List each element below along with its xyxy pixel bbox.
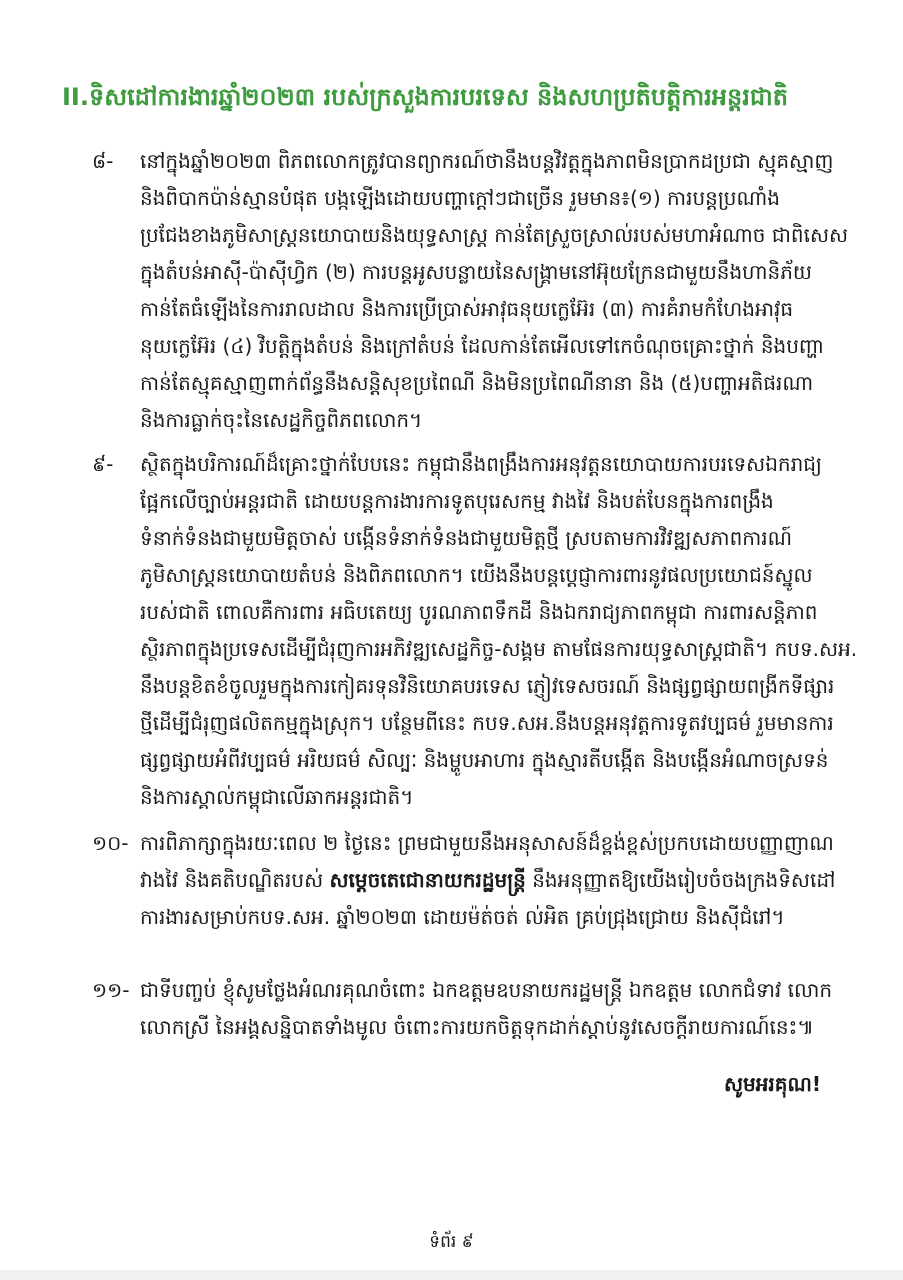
text-line: ថ្មីដើម្បីជំរុញផលិតកម្មក្នុងស្រុក។ បន្ថែមពីនេះ កបទ.សអ.នឹងបន្តអនុវត្តការទូតវប្បធម៌ រួមមានការ [140, 711, 834, 735]
paragraph-number: ៨- [92, 149, 114, 173]
paragraph-11 [92, 972, 832, 1046]
text-line: របស់ជាតិ ពោលគឺការពារ អធិបតេយ្យ បូរណភាពទឹកដី និងឯករាជ្យភាពកម្ពុជា ការពារសន្តិភាព [140, 600, 818, 624]
text-line: ជាទីបញ្ចប់ ខ្ញុំសូមថ្លែងអំណរគុណចំពោះ ឯកឧត្តមឧបនាយករដ្ឋមន្ត្រី ឯកឧត្តម លោកជំទាវ លោក [140, 978, 833, 1002]
section-heading: II.ទិសដៅការងារឆ្នាំ២០២៣ របស់ក្រសួងការបរទេស និងសហប្រតិបត្តិការអន្តរជាតិ [62, 83, 788, 111]
closing-thanks: សូមអរគុណ! [723, 1072, 821, 1096]
text-line: ផ្សព្វផ្សាយអំពីវប្បធម៌ អរិយធម៌ សិល្បៈ និងម្ហូបអាហារ ក្នុងស្មារតីបង្កើត និងបង្កើនអំណាចស្រទន់ [140, 748, 829, 772]
text-line: និងការធ្លាក់ចុះនៃសេដ្ឋកិច្ចពិភពលោក។ [140, 408, 423, 432]
text-line: ស្ថិរភាពក្នុងប្រទេសដើម្បីជំរុញការអភិវឌ្ឍសេដ្ឋកិច្ច-សង្គម តាមផែនការយុទ្ធសាស្ត្រជាតិ។ កបទ.សអ. [140, 637, 858, 661]
paragraph-10 [92, 825, 836, 936]
text-line: នៅក្នុងឆ្នាំ២០២៣ ពិភពលោកត្រូវបានព្យាករណ៍ថានឹងបន្តវិវត្តក្នុងភាពមិនប្រាកដប្រជា ស្មុគស្មាញ [140, 149, 834, 173]
text-run: នឹងអនុញ្ញាតឱ្យយើងរៀបចំចងក្រងទិសដៅ [525, 868, 836, 892]
paragraph-number: ១១- [92, 978, 130, 1002]
page-number: ទំព័រ ៩ [429, 1232, 474, 1252]
paragraph-body [140, 825, 835, 936]
text-line: កាន់តែធំឡើងនៃការរាលដាល និងការប្រើប្រាស់អាវុធនុយក្លេអ៊ែរ (៣) ការគំរាមកំហែងអាវុធ [140, 297, 794, 321]
paragraph-9 [92, 446, 858, 816]
text-line: និងពិបាកប៉ាន់ស្មានបំផុត បង្កឡើងដោយបញ្ហាក្តៅៗជាច្រើន រួមមាន៖(១) ការបន្តប្រណាំង [140, 186, 780, 210]
text-line: នុយក្លេអ៊ែរ (៤) វិបត្តិក្នុងតំបន់ និងក្រៅតំបន់ ដែលកាន់តែអើលទៅកេចំណុចគ្រោះថ្នាក់ និងបញ្ហា [140, 334, 824, 358]
text-line: ផ្អែកលើច្បាប់អន្តរជាតិ ដោយបន្តការងារការទូតបុរេសកម្ម វាងវៃ និងបត់បែនក្នុងការពង្រឹង [140, 489, 774, 513]
text-line: នឹងបន្តខិតខំចូលរួមក្នុងការកៀគរទុនវិនិយោគបរទេស ភ្ញៀវទេសចរណ៍ និងផ្សព្វផ្សាយពង្រីកទីផ្សារ [140, 674, 835, 698]
paragraph-8 [92, 143, 849, 439]
text-run: វាងវៃ និងគតិបណ្ឌិតរបស់ [140, 868, 330, 892]
text-line: ទំនាក់ទំនងជាមួយមិត្តចាស់ បង្កើនទំនាក់ទំនងជាមួយមិត្តថ្មី ស្របតាមការវិវឌ្ឍសភាពការណ៍ [140, 526, 793, 550]
paragraph-number: ១០- [92, 831, 129, 855]
text-line: ការពិភាក្សាក្នុងរយៈពេល ២ ថ្ងៃនេះ ព្រមជាមួយនឹងអនុសាសន៍ដ៏ខ្ពង់ខ្ពស់ប្រកបដោយបញ្ញាញាណ [140, 831, 834, 855]
text-line: ក្នុងតំបន់អាស៊ី-ប៉ាស៊ីហ្វិក (២) ការបន្តអូសបន្លាយនៃសង្គ្រាមនៅអ៊ុយក្រែនជាមួយនឹងហានិភ័យ [140, 260, 812, 284]
bottom-strip [0, 1270, 903, 1280]
text-line: លោកស្រី នៃអង្គសន្និបាតទាំងមូល ចំពោះការយកចិត្តទុកដាក់ស្តាប់នូវសេចក្តីរាយការណ៍នេះ៕ [140, 1015, 814, 1039]
text-line: និងការស្គាល់កម្ពុជាលើឆាកអន្តរជាតិ។ [140, 785, 414, 809]
paragraph-body [140, 972, 832, 1046]
text-line: ភូមិសាស្ត្រនយោបាយតំបន់ និងពិភពលោក។ យើងនឹងបន្តប្តេជ្ញាការពារនូវផលប្រយោជន៍ស្នូល [140, 563, 813, 587]
text-line [140, 862, 835, 899]
paragraph-body [140, 143, 848, 439]
text-line: ការងារសម្រាប់កបទ.សអ. ឆ្នាំ២០២៣ ដោយម៉ត់ចត់ ល់អិត គ្រប់ជ្រុងជ្រោយ និងស៊ីជំរៅ។ [140, 905, 785, 929]
bold-title: សម្តេចតេជោនាយករដ្ឋមន្ត្រី [329, 868, 526, 892]
text-line: កាន់តែស្មុគស្មាញពាក់ព័ន្ធនឹងសន្តិសុខប្រពៃណី និងមិនប្រពៃណីនានា និង (៥)បញ្ហាអតិផរណា [140, 371, 814, 395]
paragraph-body [140, 446, 857, 816]
text-line: ប្រជែងខាងភូមិសាស្ត្រនយោបាយនិងយុទ្ធសាស្ត្រ កាន់តែស្រួចស្រាល់របស់មហាអំណាច ជាពិសេស [140, 223, 849, 247]
text-line: ស្ថិតក្នុងបរិការណ៍ដ៏គ្រោះថ្នាក់បែបនេះ កម្ពុជានឹងពង្រឹងការអនុវត្តនយោបាយការបរទេសឯករាជ្យ [140, 452, 822, 476]
paragraph-number: ៩- [92, 452, 114, 476]
